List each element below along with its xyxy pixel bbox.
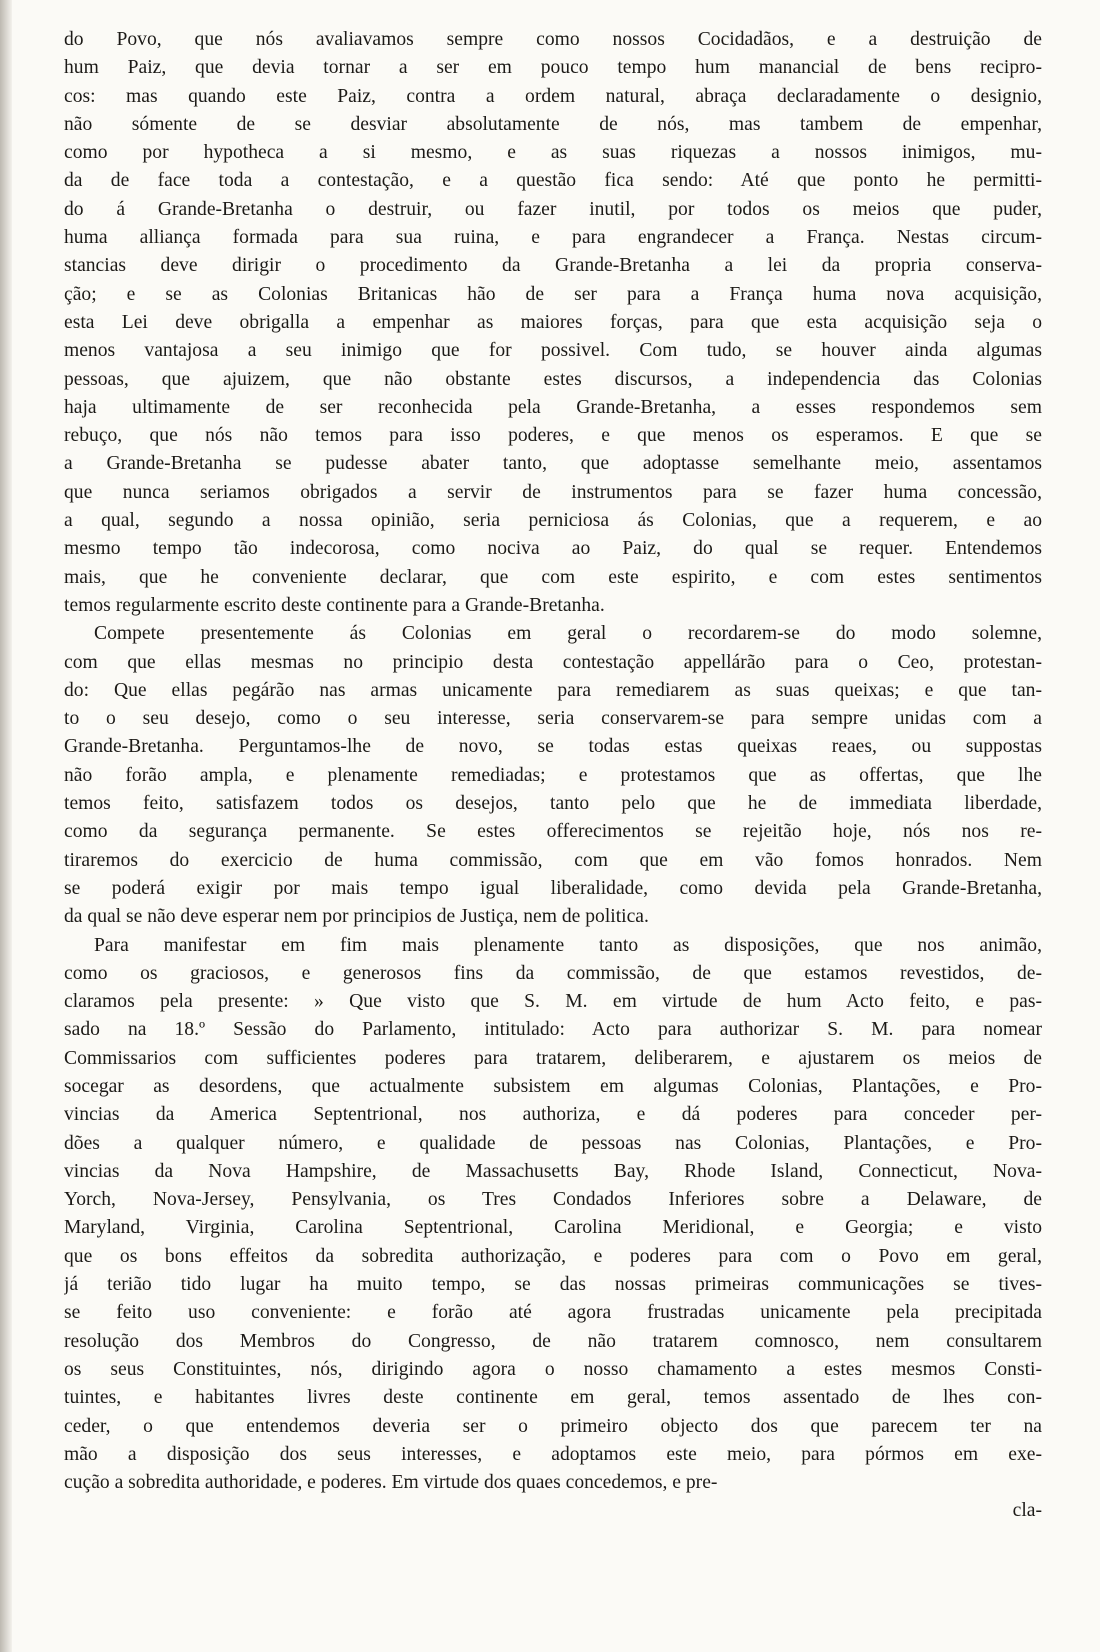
text-line: que os bons effeitos da sobredita authorização, e poderes para com o Povo em geral,	[64, 1245, 1042, 1267]
text-line: como os graciosos, e generosos fins da commissão, de que estamos revestidos, de-	[64, 962, 1042, 984]
text-line: esta Lei deve obrigalla a empenhar as maiores forças, para que esta acquisição seja o	[64, 311, 1042, 333]
text-line: a Grande-Bretanha se pudesse abater tanto, que adoptasse semelhante meio, assentamos	[64, 453, 1042, 475]
text-line: sado na 18.º Sessão do Parlamento, intitulado: Acto para authorizar S. M. para nomear	[64, 1019, 1042, 1041]
text-line: stancias deve dirigir o procedimento da Grande-Bretanha a lei da propria conserva-	[64, 255, 1042, 277]
text-line: claramos pela presente: » Que visto que S. M. em virtude de hum Acto feito, e pas-	[64, 991, 1042, 1013]
text-line: resolução dos Membros do Congresso, de não tratarem comnosco, nem consultarem	[64, 1330, 1042, 1352]
text-line: mão a disposição dos seus interesses, e adoptamos este meio, para pórmos em exe-	[64, 1443, 1042, 1465]
catchword: cla-	[1012, 1500, 1042, 1522]
text-line: haja ultimamente de ser reconhecida pela Grande-Bretanha, a esses respondemos sem	[64, 396, 1042, 418]
text-line: dões a qualquer número, e qualidade de pessoas nas Colonias, Plantações, e Pro-	[64, 1132, 1042, 1154]
text-line: hum Paiz, que devia tornar a ser em pouco tempo hum manancial de bens recipro-	[64, 57, 1042, 79]
text-line: temos feito, satisfazem todos os desejos, tanto pelo que he de immediata liberdade,	[64, 793, 1042, 815]
text-line: to o seu desejo, como o seu interesse, seria conservarem-se para sempre unidas com a	[64, 708, 1042, 730]
text-line: socegar as desordens, que actualmente subsistem em algumas Colonias, Plantações, e Pro-	[64, 1075, 1042, 1097]
text-line: que nunca seriamos obrigados a servir de instrumentos para se fazer huma concessão,	[64, 481, 1042, 503]
text-line: vincias da America Septentrional, nos authoriza, e dá poderes para conceder per-	[64, 1104, 1042, 1126]
text-line: Commissarios com sufficientes poderes para tratarem, deliberarem, e ajustarem os meios de	[64, 1047, 1042, 1069]
text-line: como da segurança permanente. Se estes offerecimentos se rejeitão hoje, nós nos re-	[64, 821, 1042, 843]
text-line: Compete presentemente ás Colonias em geral o recordarem-se do modo solemne,	[94, 623, 1042, 645]
text-line: cução a sobredita authoridade, e poderes. Em virtude dos quaes concedemos, e pre-	[64, 1472, 718, 1494]
text-line: pessoas, que ajuizem, que não obstante estes discursos, a independencia das Colonias	[64, 368, 1042, 390]
text-line: ceder, o que entendemos deveria ser o primeiro objecto dos que parecem ter na	[64, 1415, 1042, 1437]
text-line: ção; e se as Colonias Britanicas hão de ser para a França huma nova acquisição,	[64, 283, 1042, 305]
page-edge-shadow	[0, 0, 12, 1652]
text-line: mais, que he conveniente declarar, que com este espirito, e com estes sentimentos	[64, 566, 1042, 588]
text-line: temos regularmente escrito deste continente para a Grande-Bretanha.	[64, 594, 605, 616]
text-line: do á Grande-Bretanha o destruir, ou fazer inutil, por todos os meios que puder,	[64, 198, 1042, 220]
text-line: Grande-Bretanha. Perguntamos-lhe de novo, se todas estas queixas reaes, ou suppostas	[64, 736, 1042, 758]
text-line: huma alliança formada para sua ruina, e para engrandecer a França. Nestas circum-	[64, 227, 1042, 249]
text-line: menos vantajosa a seu inimigo que for possivel. Com tudo, se houver ainda algumas	[64, 340, 1042, 362]
text-line: Yorch, Nova-Jersey, Pensylvania, os Tres Condados Inferiores sobre a Delaware, de	[64, 1189, 1042, 1211]
text-line: não forão ampla, e plenamente remediadas; e protestamos que as offertas, que lhe	[64, 764, 1042, 786]
text-line: tuintes, e habitantes livres deste continente em geral, temos assentado de lhes con-	[64, 1387, 1042, 1409]
text-line: com que ellas mesmas no principio desta contestação appellárão para o Ceo, protestan-	[64, 651, 1042, 673]
text-line: Maryland, Virginia, Carolina Septentrional, Carolina Meridional, e Georgia; e visto	[64, 1217, 1042, 1239]
document-body	[64, 26, 1042, 1497]
text-line: já terião tido lugar ha muito tempo, se das nossas primeiras communicações se tives-	[64, 1274, 1042, 1296]
text-line: se poderá exigir por mais tempo igual liberalidade, como devida pela Grande-Bretanha,	[64, 877, 1042, 899]
text-line: vincias da Nova Hampshire, de Massachusetts Bay, Rhode Island, Connecticut, Nova-	[64, 1160, 1042, 1182]
text-line: não sómente de se desviar absolutamente de nós, mas tambem de empenhar,	[64, 113, 1042, 135]
text-line: se feito uso conveniente: e forão até agora frustradas unicamente pela precipitada	[64, 1302, 1042, 1324]
text-line: os seus Constituintes, nós, dirigindo agora o nosso chamamento a estes mesmos Consti-	[64, 1358, 1042, 1380]
text-line: mesmo tempo tão indecorosa, como nociva ao Paiz, do qual se requer. Entendemos	[64, 538, 1042, 560]
text-line: cos: mas quando este Paiz, contra a ordem natural, abraça declaradamente o designio,	[64, 85, 1042, 107]
text-line: Para manifestar em fim mais plenamente tanto as disposições, que nos animão,	[94, 934, 1042, 956]
text-line: do Povo, que nós avaliavamos sempre como nossos Cocidadãos, e a destruição de	[64, 29, 1042, 50]
text-line: da de face toda a contestação, e a questão fica sendo: Até que ponto he permitti-	[64, 170, 1042, 192]
text-line: como por hypotheca a si mesmo, e as suas riquezas a nossos inimigos, mu-	[64, 142, 1042, 164]
text-line: a qual, segundo a nossa opinião, seria perniciosa ás Colonias, que a requerem, e ao	[64, 510, 1042, 532]
text-line: rebuço, que nós não temos para isso poderes, e que menos os esperamos. E que se	[64, 425, 1042, 447]
text-line: da qual se não deve esperar nem por principios de Justiça, nem de politica.	[64, 906, 649, 928]
text-line: tiraremos do exercicio de huma commissão, com que em vão fomos honrados. Nem	[64, 849, 1042, 871]
text-line: do: Que ellas pegárão nas armas unicamente para remediarem as suas queixas; e que tan-	[64, 679, 1042, 701]
